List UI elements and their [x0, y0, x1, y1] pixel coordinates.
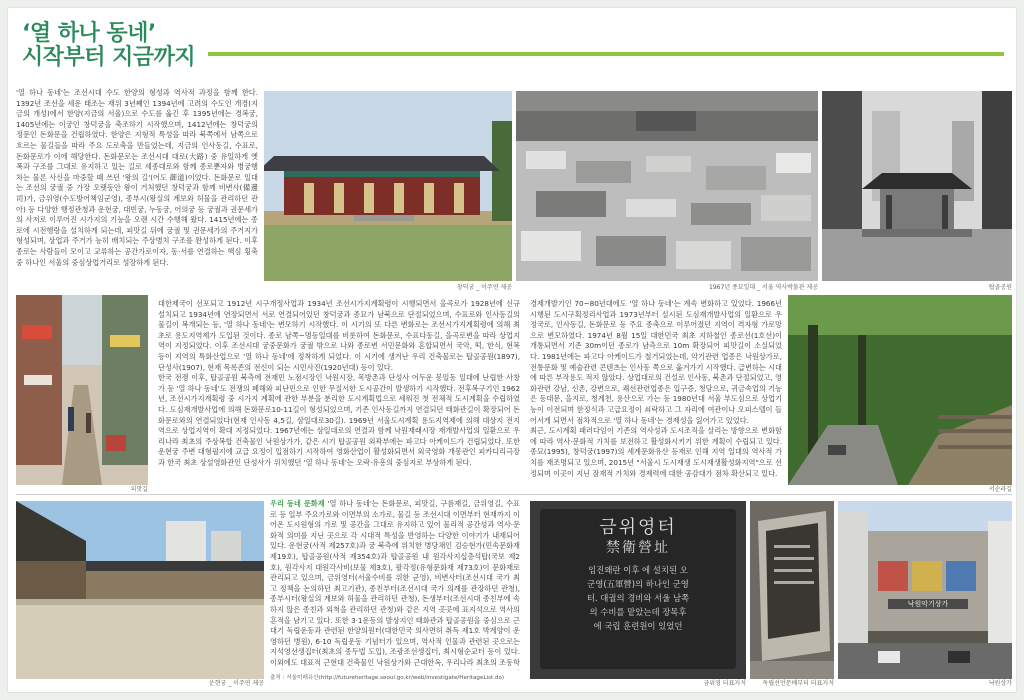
source-note: 출처 : 서울미래유산(http://futureheritage.seoul.go.kr/web/investigate/HeritageList.do): [270, 675, 505, 681]
bottom-paragraph: [270, 499, 520, 670]
title-rule: [208, 52, 1004, 56]
alley-photo: [16, 295, 148, 485]
aerial-caption: 1967년 종묘일대 _ 서울 역사박물관 제공: [709, 284, 818, 291]
pavilion-photo: [822, 91, 1012, 281]
hanok-caption: 운현궁 _ 이주연 제공: [208, 680, 264, 687]
stonewall-caption: 서순라길: [988, 486, 1012, 493]
pavilion-caption: 탑골공원: [988, 284, 1012, 291]
middle-column-1: 대한제국이 선포되고 1912년 시구개정사업과 1934년 조선시가지계획령이 시행되면서 을곡로가 1928년에 신규 설치되고 1934년에 연장되면서 서로 연결되어있던 창덕궁과 종묘가 남북으로 단절되었으며, 수표로와 인사동길의 물길이 복개되는 등, '열 하나 동네'는 변모하기 시작했다. 이 시기의 또 다른 변화로는 조선시가지계획령에 의해 최초로 용도지역제가 도입된 것이다. 종로 남쪽~명동일대를 비롯하여 돈화문로, 수표다동길, 을곡로변을 따라 상업지역이 지정되었다. 이후 조선시대 궁중문화가 궁궐 밖으로 나와 종로변 서민문화와 혼합되면서 국악, 떡, 한식, 현복 등이 지역의 특화산업으로 '열 하나 동네'에 정착하게 되었다. 이 시기에 생겨난 우리 건축물로는 탑골공원(1897), 단성사(1907), 현재 목록존의 전신이 되는 시민사진(1920년대) 등이 있다. 한국 전쟁 이후, 탑골공원 북측에 전재민 노점시장인 낙원시장, 목방촌과 단성사 어두운 봉일동 일대에 난립한 사창가 등 '열 하나 동네'도 전쟁의 폐해와 피난민으로 인한 무질서한 도시공간이 발생하기 시작했다. 전후복구기인 1962년, 조선시가지계획령 중 시가지 계획에 관한 부분을 분리한 도시계획법으로 세워진 첫 전체적 도시계획을 수립하였다. 도심재개발사업에 의해 돈화문로10-11길이 형성되었으며, 기존 인사동길까지 연결되던 태화관길이 확장되어 돈화문로와의 연결되었다(현재 인사동 4,5길, 삼일대로30길). 1969년 서울도시계획 용도지역제에 의해 대상지 전지역으로 상업지역이 확대 지정되었다. 1967년에는 삼일대로의 연결과 함께 낙원재래시장 재개발사업의 일환으로 우리나라 최초의 주상복합 건축물인 낙원상가가, 같은 시기 탑골공원 외곽부에는 파고다 아케이드가 건립되었다. 또한 운현궁 주변 대형필지에 교급 요정이 입점하기 시작하여 영화산업이 활성화되면서 외국영화 개봉관인 피카디리극장과 한국 최초 상설영화관인 단성사가 위치했던 '열 하나 동네'는 오락·유흥의 중심지로 부상하게 된다.: [158, 299, 520, 467]
title-line-1: ‘열 하나 동네’: [22, 21, 156, 46]
cultural-heritage-label: 우리 동네 문화재: [270, 499, 325, 508]
stone-marker-caption: 금위영 터표지석: [703, 680, 746, 687]
stone-marker-hanja: 禁衛營址: [606, 540, 670, 556]
palace-photo: [264, 91, 512, 281]
stone-marker-photo: [530, 501, 746, 679]
aerial-photo: [516, 91, 818, 281]
title-line-2: 시작부터 지금까지: [22, 45, 196, 70]
stone-marker-title: 금위영터: [599, 517, 677, 538]
plaque-photo: [750, 501, 834, 679]
nakwon-sign: 낙원악기상가: [888, 599, 968, 609]
page: [8, 8, 1016, 692]
nakwon-photo: [838, 501, 1012, 679]
stone-marker-body: 임진왜란 이후 에 설치된 오 군영(五軍營)의 하나인 군영 터. 대궐의 경비와 서울 남쪽 의 수비를 맡았는데 장목후 에 국립 훈련원이 있었던: [586, 565, 690, 631]
intro-paragraph: '열 하나 동네'는 조선시대 수도 한양의 형성과 역사적 과정을 함께 한다. 1392년 조선을 세운 태조는 재위 3년째인 1394년에 고려의 수도인 개경(지금의 개성)에서 한양(지금의 서울)으로 수도를 옮긴 후 1395년에는 경복궁, 1405년에는 이궁인 창덕궁을 축조하기 시작했으며, 1412년에는 창덕궁의 정문인 돈화문을 건립하였다. 한양은 지형적 특성을 따라 북쪽에서 남쪽으로 흐르는 물길들을 따라 주요 도로축을 만들었는데, 지금의 인사동길, 수표로, 돈화문로가 이에 해당한다. 돈화문로는 조선시대 대로(大路) 중 유일하게 옛 폭과 구조를 그대로 유지하고 있는 길로 세종대로와 함께 종로뿐자와 병궁행차는 물론 사신을 마중할 때 쓰던 '왕의 길'(어도 御道)이었다. 돈화문로 일대는 조선의 궁궐 중 가장 오랫동안 왕이 거처했던 창덕궁과 함께 비변사(備邊司)가, 금위영(수도방어책임군영), 종부시(왕실의 계보와 허물을 관리하던 관아) 등 다양한 행정관청과 운현궁, 대빈궁, 누동궁, 어의궁 등 궁궐과 권문세가의 사저로 이루어진 시가지의 기능을 오랜 시간 수행해 왔다. 1415년에는 종로에 시전행랑을 설치하게 되는데, 피맛길 뒤에 궁궐 및 권문세가의 주거지가 형성되며, 상업과 주거가 능히 배치되는 주상병치 구조를 완성하게 된다. 이후 종로는 사람들이 모이고 교류하는 공간가로이자, 동·서를 연결하는 핵심 횡축 중 하나인 서울의 중심상업거리로 성장하게 된다.: [16, 88, 258, 267]
nakwon-caption: 낙원상가: [988, 680, 1012, 687]
palace-caption: 창덕궁 _ 이주연 제공: [456, 284, 512, 291]
stone-marker: [540, 509, 736, 669]
cultural-heritage-text: '열 하나 동네'는 돈화문로, 피맛길, 구름재길, 금위영길, 수표로 등 일부 주요가로와 이면부의 소가로, 물길 등 조선시대 이면부터 현재까지 이어온 도시원형의 가로 및 공간을 그대로 유지하고 있어 물리적 공간성과 역사·문화적 의미를 지닌 곳으로 각 시대적 특성을 반영하는 다양한 이야기가 내재되어 있다. 운현궁(사적 제257호)과 궁 북측에 위치한 병당채인 김승현가(민속문화재 제19호), 탑골공원(사적 제354호)과 탑골공원 내 원각사지십층석탑(국보 제2호), 원각사지 대원각사비(보물 제3호), 팔각정(유형문화재 제73호)이 문화재로 관리되고 있으며, 금위영터(서울수비를 위한 군영), 비변사터(조선시대 국가 최고 정책을 논의하던 최고기관), 종친부터(조선시대 국가 의례를 관장하던 관청), 종부시터(왕실의 계보와 허물을 관리하던 관청), 돈생부터(조선시대 종친부에 속하지 않은 종친과 외척을 관리하던 관청)와 같은 지역 곳곳에 표지석으로 역사의 흔적을 남기고 있다. 또한 3·1운동의 발상지인 태화관과 탑골공원을 중심으로 근대기 독립운동과 관련된 한양의원터(대한민국 의사면허 취득 제1호 박계양이 운영하던 병원), 6·10 독립운동 기념터가 있으며, 역사적 인물과 관련된 곳으로는 지석영선생집터(최초의 종두법 도입), 조광조선생집터, 최시형순교터 등이 있다. 이외에도 대표적 근현대 건축물인 낙원상가와 근대한옥, 우리나라 최초의 조동학: [270, 499, 520, 667]
plaque-caption: 독립선언문배부터 터표지석: [762, 680, 834, 687]
middle-column-2: 경제개발기인 70~80년대에도 '열 하나 동네'는 계속 변화하고 있었다. 1966년 시행된 도시구획정리사업과 1973년부터 실시된 도심재개발사업의 일환으로 우정국로, 인사동길, 돈화문로 등 주요 종축으로 이루어졌던 지역이 격자형 가로망으로 변모하였다. 1974년 8월 15일 대한민국 최초 지하철인 종로선(1호선)이 개통되면서 기존 30m이던 종로가 남측으로 10m 확장되어 피맛길이 소실되었다. 1981년에는 파고다 아케이드가 철거되었는데, 악기관련 업종은 낙원상가로, 전통문화 및 예술관련 콘텐츠는 인사동 쪽으로 옮겨가기 시작했다. 급변하는 시대에 따른 부작용도 적지 않았다. 상업대로의 건설로 인사동, 북촌과 단절되었고, 영화관련 강남, 신촌, 강변으로, 쾌선관련업종은 입구증, 청담으로, 귀금속업의 기능은 동대문, 을지로, 청계천, 용산으로 가는 등 1980년대 서울 부도심으로 상업기능이 이전되며 한정식과 고급요정이 쇠락하고 그 자리에 여관이나 오피스텔이 들어서게 되면서 점차적으로 '열 하나 동네'는 경제성을 잃어가고 있었다. 최근, 도시계획 패러다임이 기존의 역사성과 도시조직을 살리는 방향으로 변화함에 따라 역사·문화적 가치를 보전하고 활성화시키기 위한 계획이 수립되고 있다. 종묘(1995), 창덕궁(1997)의 세계문화유산 등재로 인해 지역 일대의 역사적 가치를 재조명되고 있으며, 2015년 "서울시 도시재생 도시재생활성화지역"으로 선정되며 이곳이 지닌 잠재적 가치와 경제력에 대한 공감대가 점차 확산되고 있다.: [530, 299, 782, 478]
hanok-photo: [16, 501, 264, 679]
section-divider: [16, 494, 1012, 495]
page-title: [22, 22, 195, 70]
alley-caption: 피맛길: [130, 486, 148, 493]
stonewall-photo: [788, 295, 1012, 485]
